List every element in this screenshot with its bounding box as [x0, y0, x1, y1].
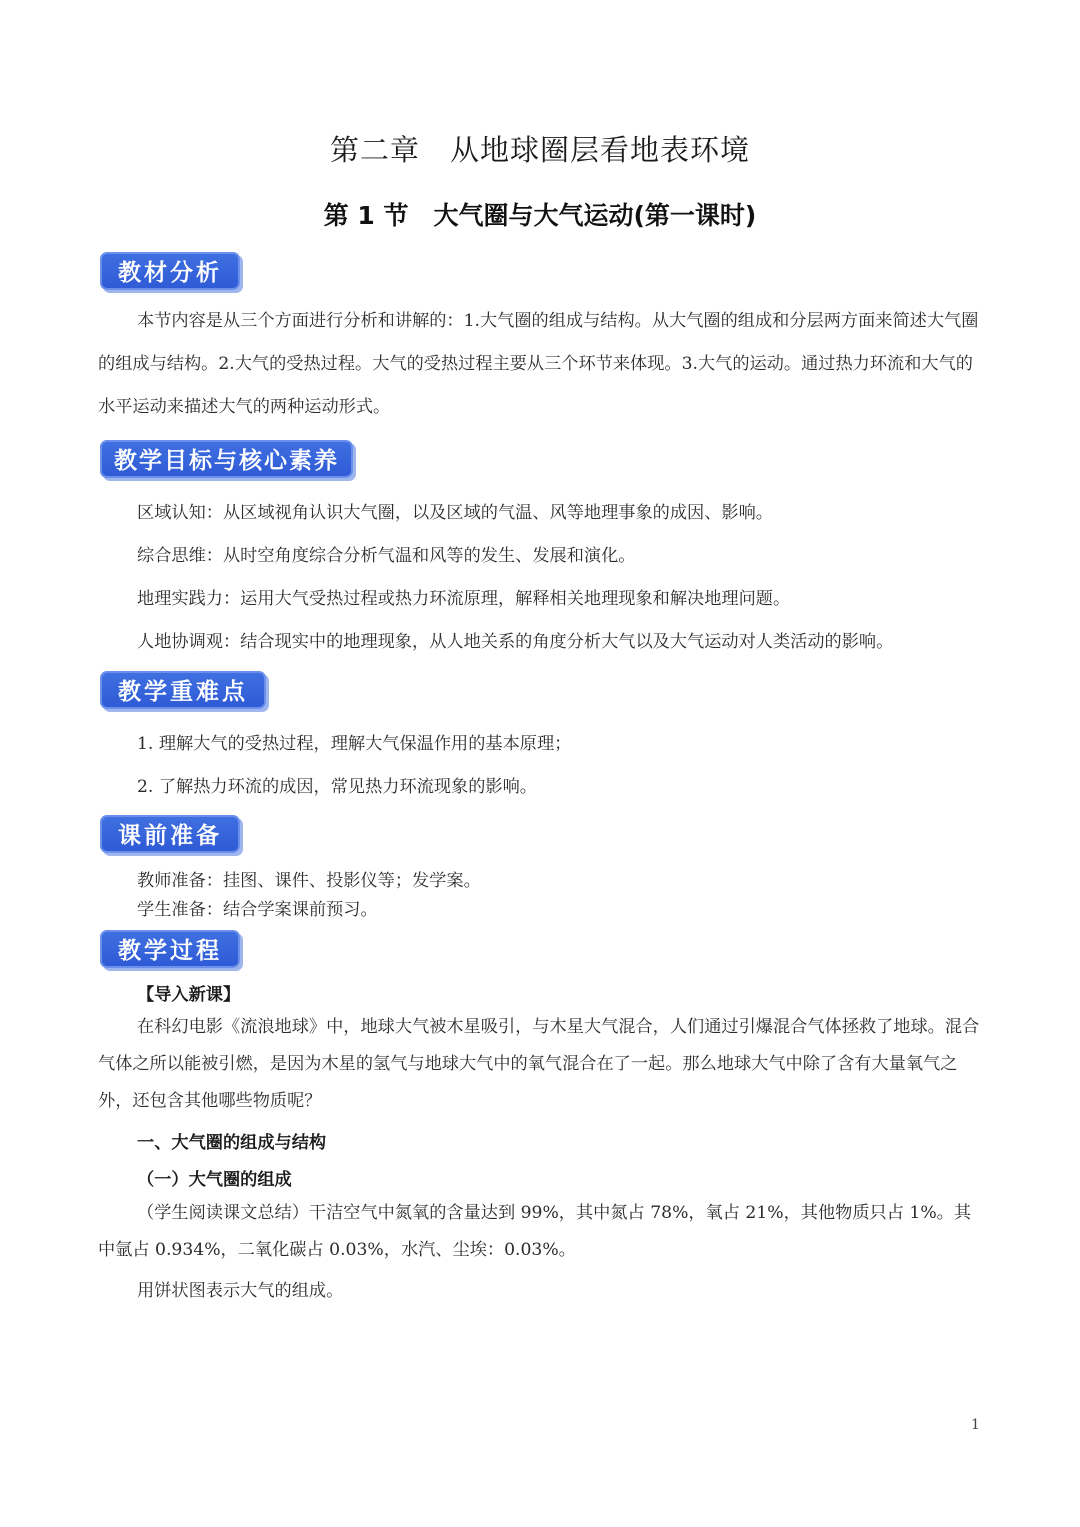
pie-chart-note: 用饼状图表示大气的组成。: [137, 1281, 344, 1301]
objectives-badge: 教学目标与核心素养: [100, 440, 353, 478]
preparation-item: 学生准备：结合学案课前预习。: [137, 900, 378, 920]
textbook-analysis-paragraph: 本节内容是从三个方面进行分析和讲解的：1.大气圈的组成与结构。从大气圈的组成和分层两方面来简述大气圈的组成与结构。2.大气的受热过程。大气的受热过程主要从三个环节来体现。3.大气的运动。通过热力环流和大气的水平运动来描述大气的两种运动形式。: [98, 311, 979, 417]
composition-paragraph: （学生阅读课文总结）干洁空气中氮氧的含量达到 99%，其中氮占 78%，氧占 21%，其他物质只占 1%。其中氩占 0.934%，二氧化碳占 0.03%，水汽、尘埃：0.03%。: [98, 1203, 972, 1260]
chapter-title: 第二章 从地球圈层看地表环境: [329, 133, 750, 167]
page-number: 1: [971, 1417, 980, 1433]
section-title: 第 1 节 大气圈与大气运动(第一课时): [323, 201, 757, 230]
heading-atmosphere-composition-structure: 一、大气圈的组成与结构: [137, 1133, 327, 1153]
heading-atmosphere-composition: （一）大气圈的组成: [137, 1170, 292, 1190]
objective-item: 区域认知：从区域视角认识大气圈，以及区域的气温、风等地理事象的成因、影响。: [137, 503, 773, 523]
key-point-item: 2. 了解热力环流的成因，常见热力环流现象的影响。: [137, 777, 537, 797]
objective-item: 地理实践力：运用大气受热过程或热力环流原理，解释相关地理现象和解决地理问题。: [137, 589, 791, 609]
key-point-item: 1. 理解大气的受热过程，理解大气保温作用的基本原理；: [137, 734, 572, 754]
intro-paragraph: 在科幻电影《流浪地球》中，地球大气被木星吸引，与木星大气混合，人们通过引爆混合气体拯救了地球。混合气体之所以能被引燃，是因为木星的氢气与地球大气中的氧气混合在了一起。那么地球大气中除了含有大量氧气之外，还包含其他哪些物质呢？: [98, 1017, 980, 1111]
preparation-badge: 课前准备: [100, 815, 240, 853]
intro-heading: 【导入新课】: [137, 985, 241, 1005]
key-points-badge: 教学重难点: [100, 671, 266, 709]
textbook-analysis-badge: 教材分析: [100, 252, 240, 290]
preparation-item: 教师准备：挂图、课件、投影仪等；发学案。: [137, 871, 481, 891]
objective-item: 人地协调观：结合现实中的地理现象，从人地关系的角度分析大气以及大气运动对人类活动的影响。: [137, 632, 894, 652]
process-badge: 教学过程: [100, 930, 240, 968]
objective-item: 综合思维：从时空角度综合分析气温和风等的发生、发展和演化。: [137, 546, 636, 566]
